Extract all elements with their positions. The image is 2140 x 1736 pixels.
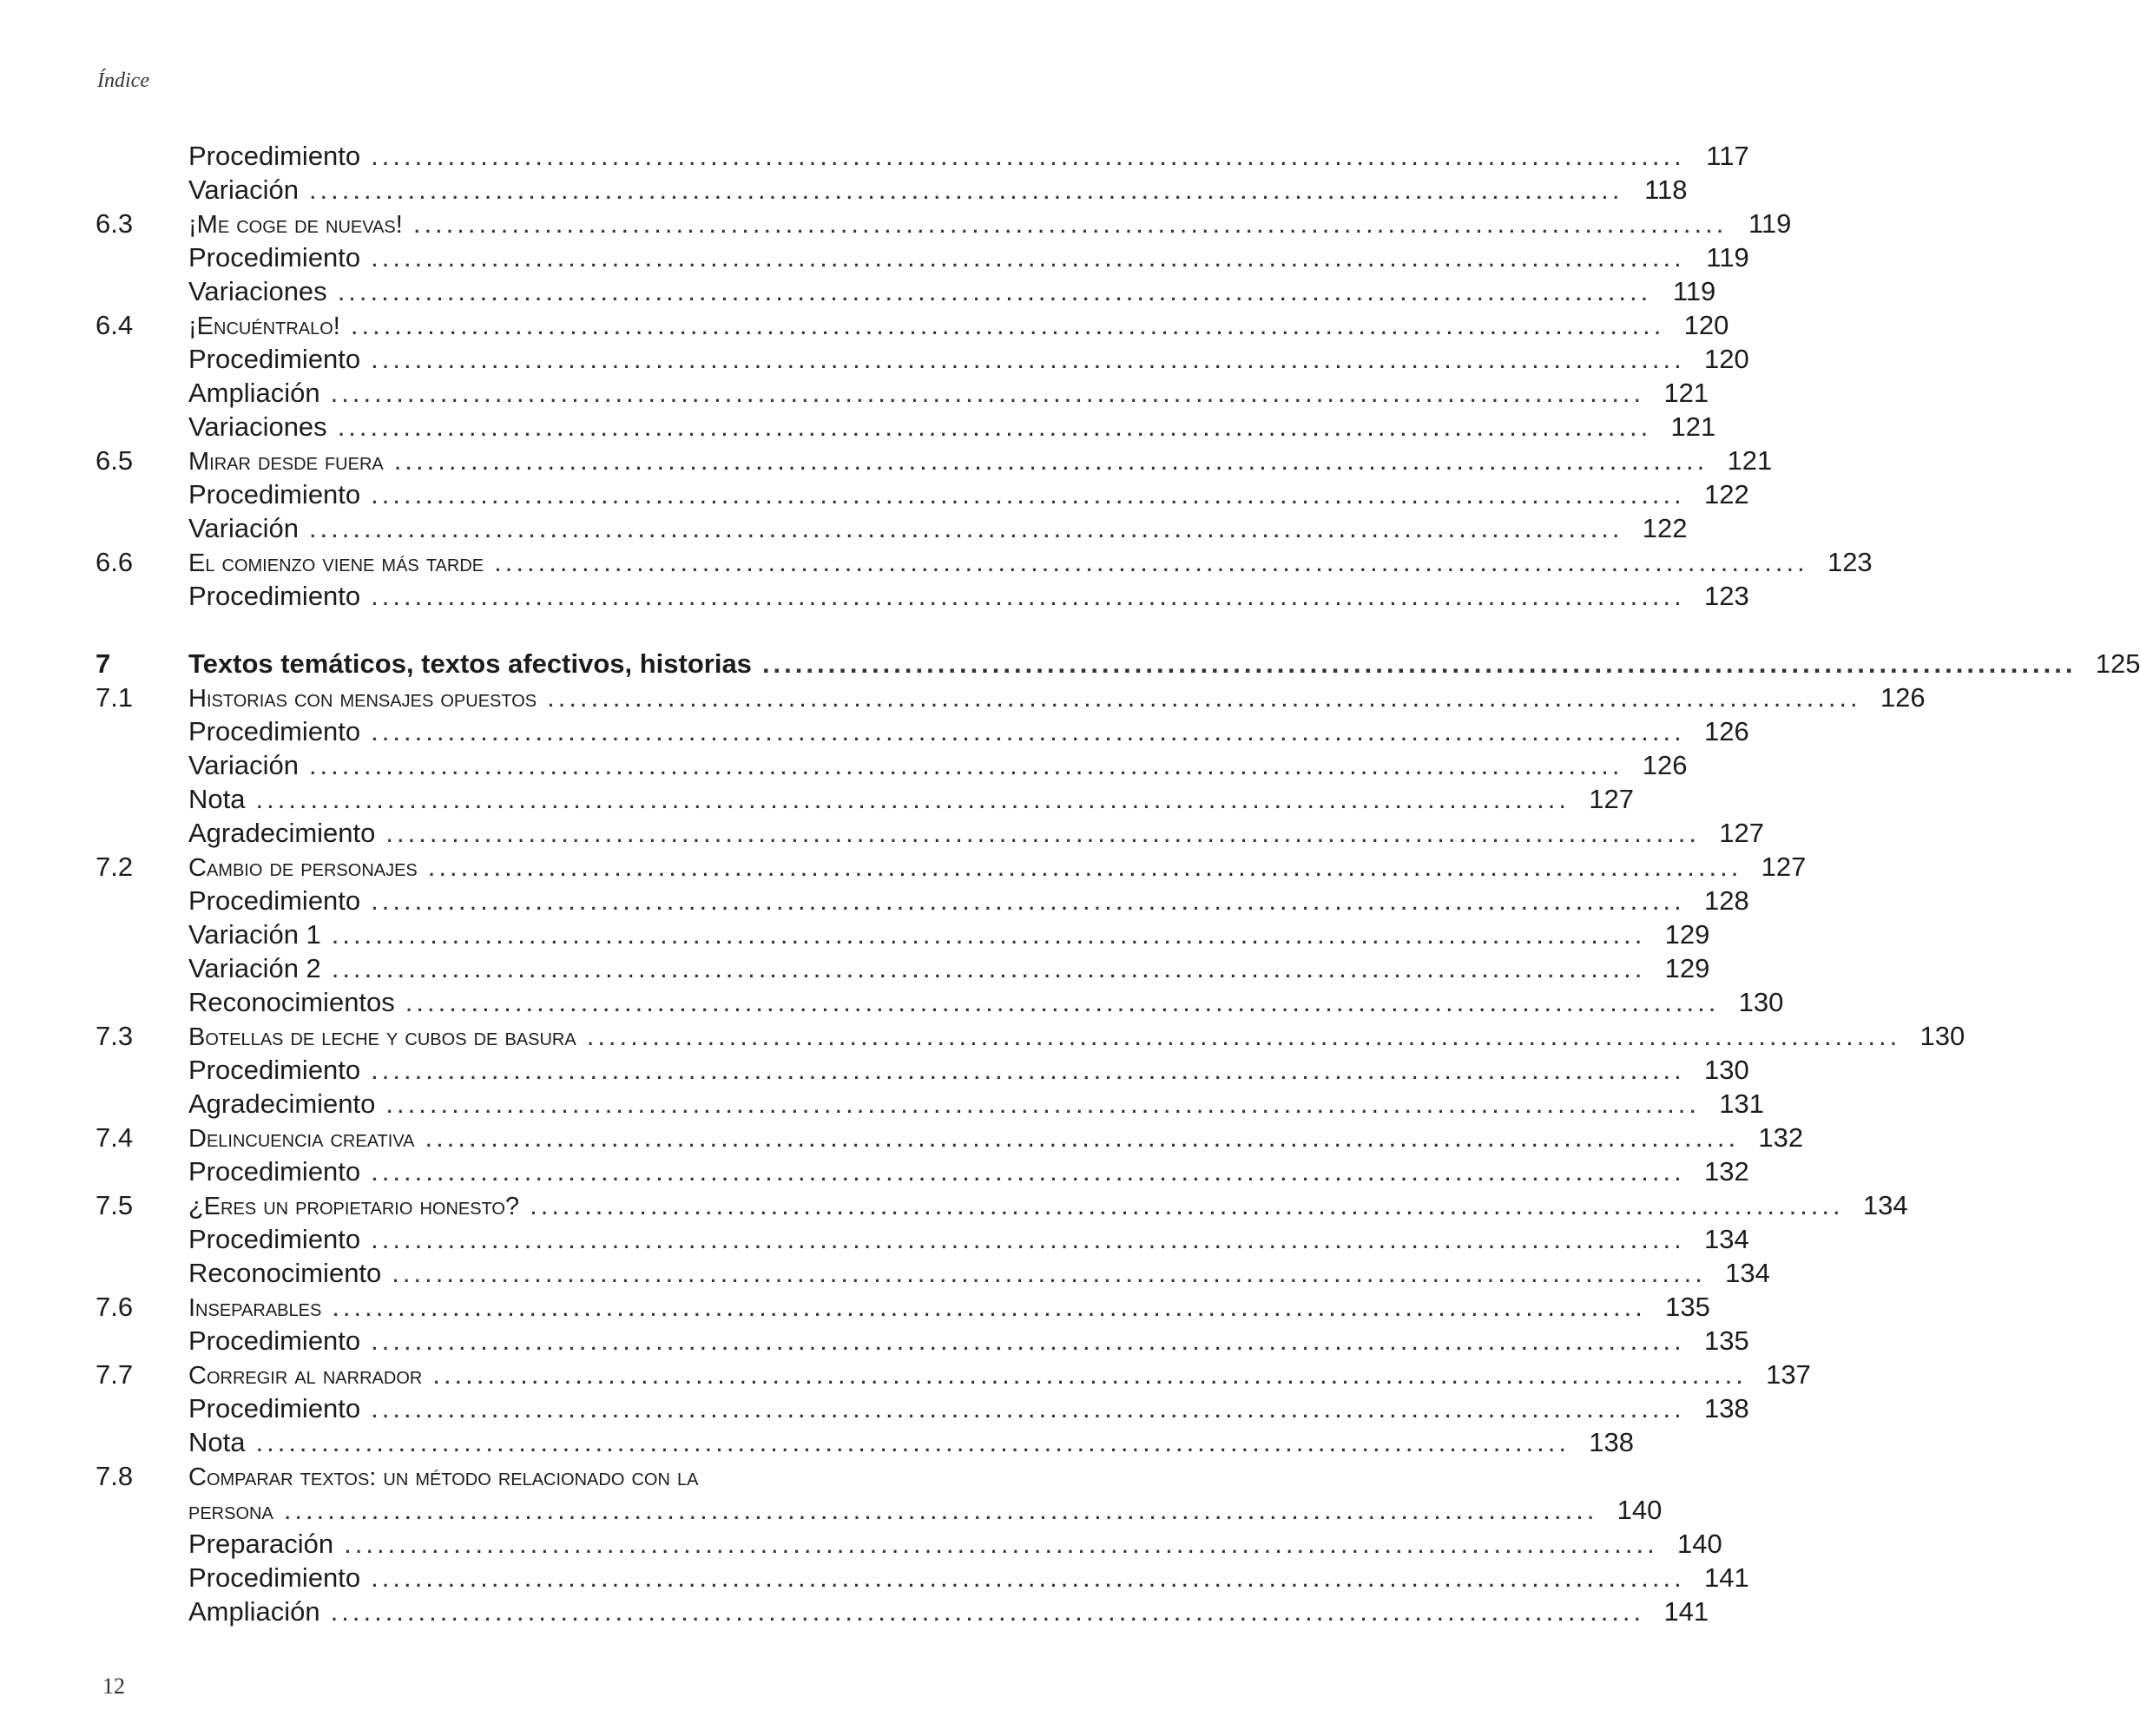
toc-entry-title: Preparación <box>188 1529 334 1559</box>
toc-entry[interactable] <box>95 748 1688 782</box>
toc-section-6 <box>95 139 1873 613</box>
toc-entry-title: Comparar textos: un método relacionado con la <box>188 1463 699 1491</box>
toc-entry[interactable] <box>95 207 1792 240</box>
toc-entry[interactable] <box>95 1290 1710 1324</box>
toc-entry[interactable] <box>95 1188 1908 1222</box>
toc-entry-page: 141 <box>1703 1562 1749 1593</box>
toc-entry[interactable] <box>95 1595 1709 1628</box>
toc-entry[interactable] <box>95 681 1926 714</box>
toc-section-7 <box>95 647 2140 1459</box>
toc-entry[interactable] <box>95 647 2140 681</box>
toc-entry[interactable] <box>95 985 1784 1019</box>
toc-entry[interactable] <box>95 342 1749 376</box>
toc-entry-page: 132 <box>1758 1122 1804 1153</box>
toc-entry[interactable] <box>95 410 1716 444</box>
dot-leader: ........................................................................................................................ <box>283 1495 1598 1525</box>
toc-entry-7-8-second-line[interactable] <box>95 1493 1663 1527</box>
toc-entry[interactable] <box>95 1222 1749 1256</box>
toc-entry[interactable] <box>95 1391 1749 1425</box>
dot-leader: ........................................................................................................................ <box>393 445 1709 476</box>
dot-leader: ........................................................................................................................ <box>494 547 1808 577</box>
toc-entry[interactable] <box>95 1154 1749 1188</box>
dot-leader: ........................................................................................................................ <box>547 682 1861 713</box>
toc-entry-number: 6.5 <box>95 445 134 476</box>
dot-leader: ........................................................................................................................ <box>331 953 1646 983</box>
toc-entry-page: 126 <box>1880 682 1926 713</box>
toc-entry[interactable] <box>95 376 1709 410</box>
toc-entry-page: 134 <box>1703 1224 1749 1254</box>
toc-entry[interactable] <box>95 240 1749 274</box>
toc-entry-title: Procedimiento <box>188 242 361 273</box>
toc-entry-title: persona <box>188 1497 273 1525</box>
toc-entry-title: Agradecimiento <box>188 818 376 848</box>
toc-entry-page: 140 <box>1617 1495 1663 1525</box>
toc-entry[interactable] <box>95 951 1710 985</box>
toc-entry-page: 127 <box>1589 784 1635 814</box>
toc-entry[interactable] <box>95 545 1873 579</box>
toc-entry-title: Procedimiento <box>188 344 361 374</box>
toc-entry-page: 135 <box>1703 1325 1749 1356</box>
toc-entry-page: 130 <box>1703 1055 1749 1085</box>
dot-leader: ........................................................................................................................ <box>371 1325 1685 1356</box>
toc-entry[interactable] <box>95 850 1807 884</box>
toc-entry[interactable] <box>95 1425 1635 1459</box>
toc-entry-title: Procedimiento <box>188 716 361 746</box>
toc-entry-title: Procedimiento <box>188 141 361 171</box>
toc-entry-title: Corregir al narrador <box>188 1362 423 1390</box>
dot-leader: ........................................................................................................................ <box>371 1156 1685 1187</box>
toc-entry-title: Reconocimientos <box>188 987 395 1017</box>
toc-entry-page: 122 <box>1642 513 1688 543</box>
toc-entry-page: 120 <box>1683 310 1729 340</box>
toc-entry-number: 7.1 <box>95 682 134 713</box>
toc-entry-title: Procedimiento <box>188 479 361 510</box>
toc-entry-number: 7.2 <box>95 852 134 882</box>
toc-entry-title: Nota <box>188 1427 246 1457</box>
dot-leader: ........................................................................................................................ <box>586 1021 1901 1051</box>
dot-leader: ........................................................................................................................ <box>350 310 1665 340</box>
toc-entry-title: Cambio de personajes <box>188 854 418 882</box>
toc-entry-page: 123 <box>1703 581 1749 611</box>
toc-entry-number: 7.6 <box>95 1292 134 1322</box>
dot-leader: ........................................................................................................................ <box>330 1596 1645 1627</box>
dot-leader: ........................................................................................................................ <box>371 1055 1685 1085</box>
toc-entry-title: Delincuencia creativa <box>188 1125 415 1153</box>
toc-entry-page: 138 <box>1589 1427 1635 1457</box>
toc-entry-title: Procedimiento <box>188 1562 361 1593</box>
toc-entry-title: Nota <box>188 784 246 814</box>
toc-entry-title: Procedimiento <box>188 1224 361 1254</box>
toc-entry[interactable] <box>95 1256 1770 1290</box>
toc-entry-title: Variación 1 <box>188 919 321 950</box>
dot-leader: ........................................................................................................................ <box>337 411 1652 442</box>
dot-leader: ........................................................................................................................ <box>371 1393 1685 1424</box>
toc-section-7-8-subentries <box>95 1527 1749 1628</box>
dot-leader: ........................................................................................................................ <box>332 1292 1646 1322</box>
dot-leader: ........................................................................................................................ <box>425 1122 1740 1153</box>
toc-entry-page: 130 <box>1919 1021 1966 1051</box>
toc-entry-title: Ampliación <box>188 1596 320 1627</box>
toc-entry-page: 125 <box>2095 648 2140 679</box>
toc-entry-number: 7.8 <box>95 1461 134 1491</box>
dot-leader: ........................................................................................................................ <box>344 1529 1658 1559</box>
toc-entry-title: Textos temáticos, textos afectivos, historias <box>188 648 752 679</box>
toc-entry-title: Variación 2 <box>188 953 321 983</box>
toc-entry-page: 121 <box>1663 378 1709 408</box>
toc-entry-number: 7 <box>95 648 111 679</box>
toc-entry[interactable] <box>95 1324 1749 1358</box>
toc-entry-number: 7.4 <box>95 1122 134 1153</box>
toc-entry-number: 7.3 <box>95 1021 134 1051</box>
dot-leader: ........................................................................................................................ <box>255 1427 1570 1457</box>
dot-leader: ........................................................................................................................ <box>308 513 1623 543</box>
toc-entry-page: 118 <box>1644 174 1688 205</box>
toc-entry-title: ¡Encuéntralo! <box>188 312 340 340</box>
dot-leader: ........................................................................................................................ <box>371 242 1685 273</box>
toc-entry-page: 119 <box>1748 208 1792 239</box>
toc-entry-title: Ampliación <box>188 378 320 408</box>
toc-entry[interactable] <box>95 1019 1966 1053</box>
toc-entry-title: ¿Eres un propietario honesto? <box>188 1193 520 1220</box>
section-gap <box>95 613 1011 647</box>
toc-entry-page: 130 <box>1738 987 1784 1017</box>
dot-leader: ........................................................................................................................ <box>308 750 1623 780</box>
dot-leader: ........................................................................................................................ <box>412 208 1728 239</box>
toc-entry-page: 122 <box>1703 479 1749 510</box>
dot-leader: ........................................................................................................................ <box>371 479 1685 510</box>
toc-entry-page: 140 <box>1676 1529 1722 1559</box>
toc-entry-page: 129 <box>1664 953 1710 983</box>
toc-entry-title: Variaciones <box>188 276 327 306</box>
toc-entry-title: El comienzo viene más tarde <box>188 549 484 577</box>
dot-leader: ........................................................................................................................ <box>405 987 1720 1017</box>
toc-entry-title: Procedimiento <box>188 581 361 611</box>
toc-entry-title: Reconocimiento <box>188 1258 382 1288</box>
dot-leader: ........................................................................................................................ <box>371 1224 1685 1254</box>
toc-entry-page: 137 <box>1766 1359 1811 1390</box>
toc-entry-page: 126 <box>1642 750 1688 780</box>
toc-entry[interactable] <box>95 1053 1749 1087</box>
toc-entry-title: Variación <box>188 513 299 543</box>
dot-leader: ........................................................................................................................ <box>761 648 2077 679</box>
toc-entry-title: Variación <box>188 750 299 780</box>
toc-entry[interactable] <box>95 714 1749 748</box>
toc-entry[interactable] <box>95 444 1773 477</box>
toc-entry-page: 135 <box>1665 1292 1710 1322</box>
toc-entry-page: 134 <box>1862 1190 1908 1220</box>
toc-entry-title: Botellas de leche y cubos de basura <box>188 1023 576 1051</box>
toc-entry-title: Variaciones <box>188 411 327 442</box>
dot-leader: ........................................................................................................................ <box>432 1359 1747 1390</box>
toc-entry[interactable] <box>95 477 1749 511</box>
toc-entry-page: 138 <box>1703 1393 1749 1424</box>
toc-entry[interactable] <box>95 511 1688 545</box>
toc-entry-page: 119 <box>1672 276 1716 306</box>
toc-entry[interactable] <box>95 1527 1722 1561</box>
toc-entry[interactable] <box>95 139 1749 173</box>
toc-entry-page: 126 <box>1703 716 1749 746</box>
toc-entry[interactable] <box>95 917 1710 951</box>
running-head: Índice <box>97 69 149 92</box>
dot-leader: ........................................................................................................................ <box>371 716 1685 746</box>
toc-entry-title: Procedimiento <box>188 885 361 916</box>
toc-entry[interactable] <box>95 173 1688 207</box>
toc-entry-page: 119 <box>1706 242 1749 273</box>
dot-leader: ........................................................................................................................ <box>530 1190 1844 1220</box>
dot-leader: ........................................................................................................................ <box>385 818 1700 848</box>
toc-entry-page: 117 <box>1706 141 1749 171</box>
toc-entry-number: 6.3 <box>95 208 134 239</box>
toc-entry[interactable] <box>95 274 1716 308</box>
dot-leader: ........................................................................................................................ <box>392 1258 1706 1288</box>
dot-leader: ........................................................................................................................ <box>255 784 1570 814</box>
dot-leader: ........................................................................................................................ <box>385 1088 1700 1119</box>
dot-leader: ........................................................................................................................ <box>371 1562 1685 1593</box>
dot-leader: ........................................................................................................................ <box>371 885 1685 916</box>
toc-entry[interactable] <box>95 782 1635 816</box>
dot-leader: ........................................................................................................................ <box>371 581 1685 611</box>
toc-entry[interactable] <box>95 308 1729 342</box>
dot-leader: ........................................................................................................................ <box>308 174 1623 205</box>
toc-entry-title: Historias con mensajes opuestos <box>188 685 537 713</box>
toc-entry-title: Procedimiento <box>188 1393 361 1424</box>
toc-entry[interactable] <box>95 1087 1764 1121</box>
toc-entry[interactable] <box>95 1121 1804 1154</box>
toc-entry-number: 7.5 <box>95 1190 134 1220</box>
toc-entry-page: 127 <box>1719 818 1764 848</box>
toc-entry-title: Agradecimiento <box>188 1088 376 1119</box>
dot-leader: ........................................................................................................................ <box>331 919 1646 950</box>
toc-entry[interactable] <box>95 1358 1811 1391</box>
toc-entry-number: 7.7 <box>95 1359 134 1390</box>
dot-leader: ........................................................................................................................ <box>330 378 1645 408</box>
toc-entry-7-8-first-line[interactable] <box>95 1459 1011 1493</box>
toc-entry-title: Procedimiento <box>188 1156 361 1187</box>
toc-entry-page: 123 <box>1827 547 1873 577</box>
toc-entry-title: Inseparables <box>188 1294 322 1322</box>
toc-entry-page: 121 <box>1670 411 1716 442</box>
toc-entry-page: 129 <box>1664 919 1710 950</box>
toc-entry-page: 127 <box>1761 852 1807 882</box>
toc-entry-page: 134 <box>1725 1258 1770 1288</box>
toc-entry-number: 6.6 <box>95 547 134 577</box>
table-of-contents <box>95 139 2140 1628</box>
dot-leader: ........................................................................................................................ <box>337 276 1652 306</box>
dot-leader: ........................................................................................................................ <box>371 141 1685 171</box>
toc-entry[interactable] <box>95 816 1764 850</box>
toc-entry-title: Mirar desde fuera <box>188 448 384 476</box>
toc-entry-page: 128 <box>1703 885 1749 916</box>
toc-entry-number: 6.4 <box>95 310 134 340</box>
toc-entry[interactable] <box>95 579 1749 613</box>
dot-leader: ........................................................................................................................ <box>427 852 1742 882</box>
toc-entry-page: 141 <box>1663 1596 1709 1627</box>
dot-leader: ........................................................................................................................ <box>371 344 1685 374</box>
toc-entry-page: 131 <box>1719 1088 1764 1119</box>
toc-entry-title: Procedimiento <box>188 1325 361 1356</box>
toc-entry[interactable] <box>95 1561 1749 1595</box>
toc-entry[interactable] <box>95 884 1749 917</box>
toc-entry-title: Variación <box>188 174 299 205</box>
toc-entry-title: Procedimiento <box>188 1055 361 1085</box>
toc-entry-page: 121 <box>1727 445 1773 476</box>
toc-entry-title: ¡Me coge de nuevas! <box>188 211 403 239</box>
toc-entry-page: 132 <box>1703 1156 1749 1187</box>
toc-entry-page: 120 <box>1703 344 1749 374</box>
page-number: 12 <box>102 1674 125 1699</box>
